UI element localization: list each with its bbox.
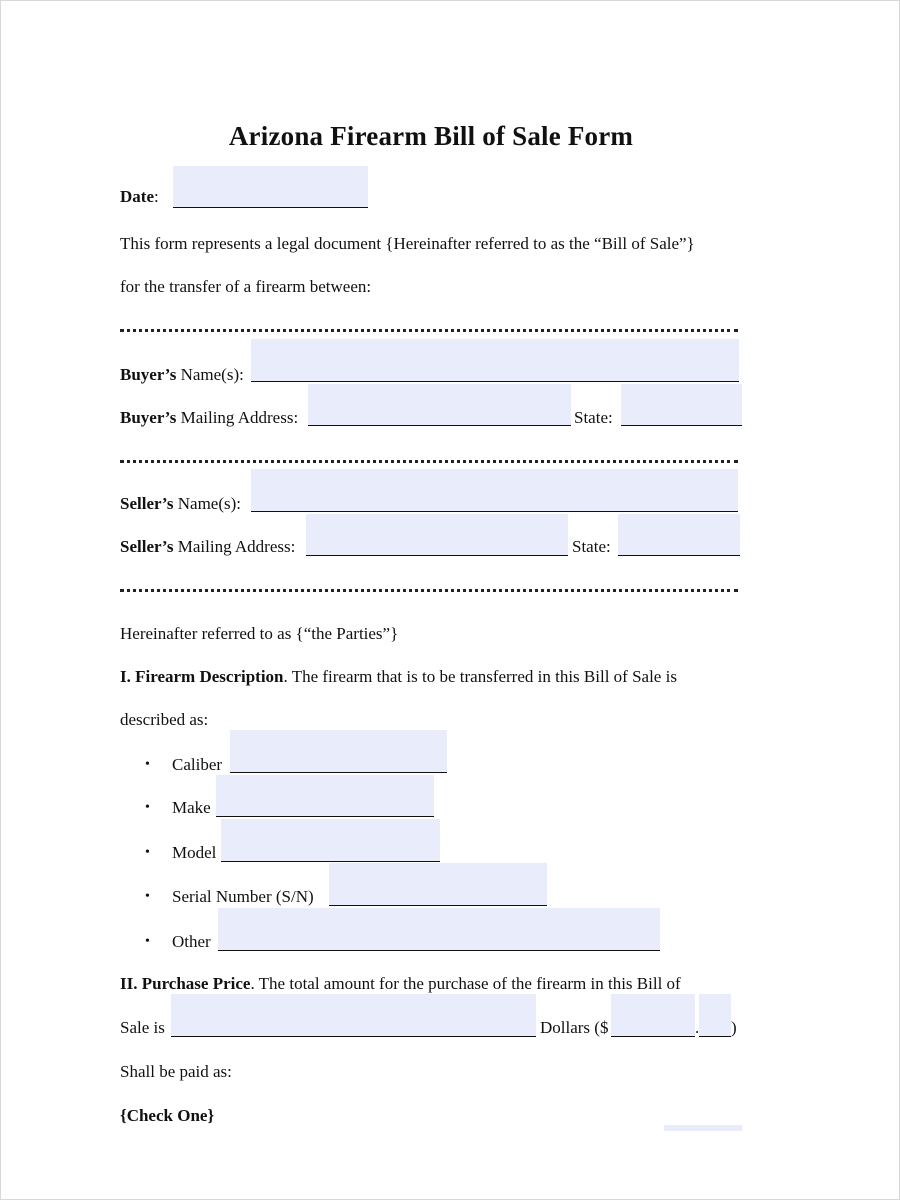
cents-amount-field[interactable] [699,994,731,1037]
bullet-icon: • [145,845,150,860]
buyer-state-label: State: [574,408,613,427]
bullet-icon: • [145,889,150,904]
dotted-divider [120,589,738,592]
buyer-address-field[interactable] [308,384,571,426]
seller-name-row [120,492,241,516]
section2-text: . The total amount for the purchase of the firearm in this Bill of [250,974,681,993]
buyer-address-label: Mailing Address: [176,408,299,427]
date-row [120,185,159,209]
seller-address-row [120,535,295,559]
buyer-address-bold: Buyer’s [120,408,177,427]
make-field[interactable] [216,775,434,817]
section2-heading: II. Purchase Price [120,974,251,993]
dotted-divider [120,460,738,463]
make-label: Make [172,798,211,817]
buyer-name-row [120,363,244,387]
price-words-field[interactable] [171,994,536,1037]
sale-is-label: Sale is [120,1018,165,1037]
buyer-name-field[interactable] [251,339,739,382]
seller-name-label: Name(s): [173,494,242,513]
section1-line [120,665,677,689]
buyer-name-label: Name(s): [176,365,244,384]
paid-as-label: Shall be paid as: [120,1062,232,1081]
seller-name-field[interactable] [251,469,738,512]
section2-line [120,972,681,996]
buyer-name-bold: Buyer’s [120,365,177,384]
seller-address-field[interactable] [306,514,568,556]
bullet-icon: • [145,934,150,949]
decimal-point: . [695,1018,700,1037]
buyer-address-row [120,406,298,430]
dotted-divider [120,329,738,332]
caliber-label: Caliber [172,755,223,774]
model-field[interactable] [221,819,440,862]
caliber-field[interactable] [230,730,447,773]
buyer-state-field[interactable] [621,384,742,426]
close-paren: ) [731,1018,737,1037]
other-label: Other [172,932,211,951]
date-colon: : [153,187,159,206]
seller-address-bold: Seller’s [120,537,174,556]
bullet-icon: • [145,800,150,815]
seller-name-bold: Seller’s [120,494,174,513]
seller-address-label: Mailing Address: [173,537,296,556]
bullet-icon: • [145,757,150,772]
dollars-label: Dollars ($ [540,1018,609,1037]
checkbox-field-partial[interactable] [664,1125,742,1131]
intro-line-2: for the transfer of a firearm between: [120,277,372,296]
section1-text: . The firearm that is to be transferred in this Bill of Sale is [283,667,677,686]
serial-number-field[interactable] [329,863,547,906]
other-field[interactable] [218,908,660,951]
model-label: Model [172,843,217,862]
section1-text2: described as: [120,710,209,729]
check-one-label: {Check One} [120,1106,215,1125]
seller-state-label: State: [572,537,611,556]
seller-state-field[interactable] [618,514,740,556]
date-field[interactable] [173,166,368,208]
intro-line-1: This form represents a legal document {Hereinafter referred to as the “Bill of Sale”} [120,234,695,253]
serial-number-label: Serial Number (S/N) [172,887,314,906]
section1-heading: I. Firearm Description [120,667,284,686]
dollars-amount-field[interactable] [611,994,695,1037]
date-label: Date [120,187,154,206]
form-title: Arizona Firearm Bill of Sale Form [228,121,634,151]
parties-line: Hereinafter referred to as {“the Parties”} [120,624,399,643]
